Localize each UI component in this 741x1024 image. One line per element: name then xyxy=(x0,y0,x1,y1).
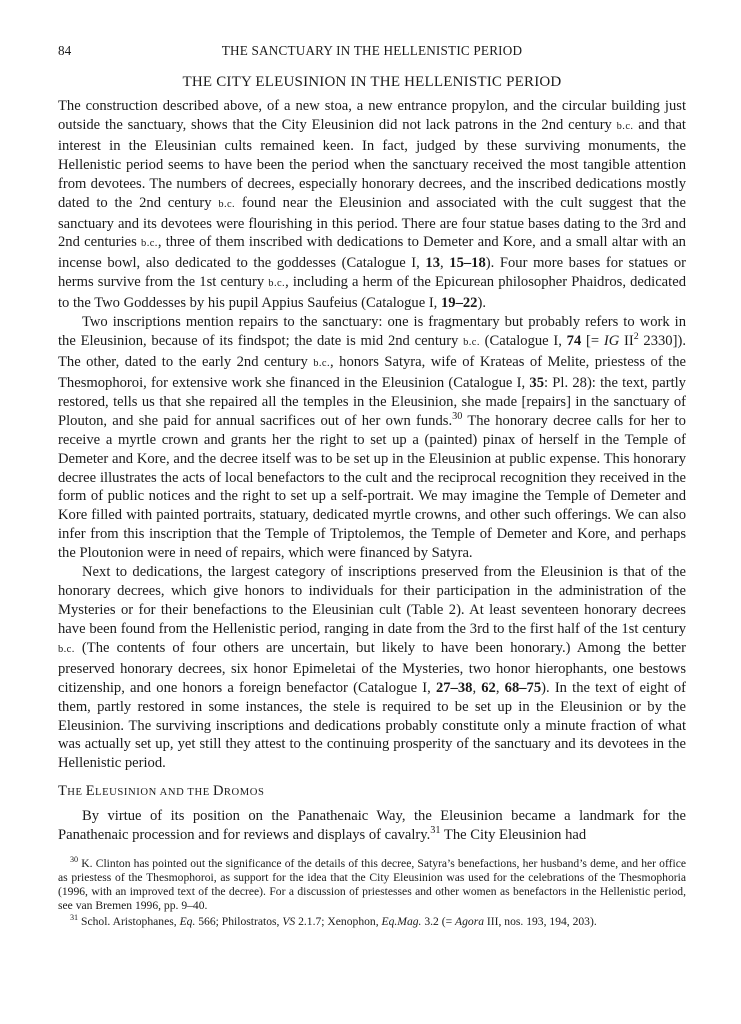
page-number: 84 xyxy=(58,43,72,58)
page xyxy=(58,40,686,929)
ig-abbrev: IG xyxy=(603,333,620,350)
bc-abbrev: b.c. xyxy=(58,643,75,655)
footnote-marker[interactable]: 30 xyxy=(452,410,463,422)
footnote-marker[interactable]: 31 xyxy=(430,825,441,837)
footnote-31: $^{31}$ Schol. Aristophanes, Eq. 566; Philostratos, VS 2.1.7; Xenophon, Eq.Mag. 3.2 (= Agora III, nos. 193, 194, 203). xyxy=(70,912,597,928)
bc-abbrev: b.c. xyxy=(313,357,331,369)
catalogue-ref: 68–75 xyxy=(504,679,542,696)
footnotes xyxy=(58,857,686,929)
body-text xyxy=(58,97,686,845)
bc-abbrev: b.c. xyxy=(268,278,286,290)
catalogue-ref: 13 xyxy=(425,255,441,272)
catalogue-ref: 35 xyxy=(529,374,544,391)
subsection-heading: THE ELEUSINION AND THE DROMOS xyxy=(58,783,265,800)
footnote-number: 30 xyxy=(70,855,79,865)
running-title: THE SANCTUARY IN THE HELLENISTIC PERIOD xyxy=(221,43,523,58)
paragraph-1: The construction described above, of a new stoa, a new entrance propylon, and the circular building just outside the sanctuary, shows that the City Eleusinion did not lack patrons in the 2nd century b.c. and that interest in the Eleusinian cults remained keen. In fact, judged by these surviving monuments, the Hellenistic period seems to have been the period when the sanctuary received the most tangible attention from devotees. The numbers of decrees, especially honorary decrees, and the inscribed dedications mostly dated to the 2nd century b.c. found near the Eleusinion and associated with the cult suggest that the sanctuary and its devotees were flourishing in this period. There are four statue bases dating to the 3rd and 2nd centuries b.c., three of them inscribed with dedications to Demeter and Kore, and a small altar with an incense bowl, also dedicated to the goddesses (Catalogue I, 13, 15–18). Four more bases for statues or herms survive from the 1st century b.c., including a herm of the Epicurean philosopher Phaidros, dedicated to the Two Goddesses by his pupil Appius Saufeius (Catalogue I, 19–22). xyxy=(58,98,687,312)
paragraph-2: Two inscriptions mention repairs to the sanctuary: one is fragmentary but probably refers to work in the Eleusinion, because of its findspot; the date is mid 2nd century b.c. (Catalogue I, 74 [= IG $II^2$ 2330]). The other, dated to the early 2nd century b.c., honors Satyra, wife of Krateas of Melite, priestess of the Thesmophoroi, for extensive work she financed in the Eleusinion (Catalogue I, 35: Pl. 28): the text, partly restored, tells us that she repaired all the temples in the Eleusinion, she made [repairs] in the sanctuary of Plouton, and she paid for annual sacrifices out of her own funds.$^{30}$ The honorary decree calls for her to receive a myrtle crown and grants her the right to set up a (painted) pinax of herself in the Temple of Demeter and Kore, and the decree itself was to be set up in the Eleusinion at public expense. This honorary decree illustrates the acts of local benefactors to the cult and the reciprocal recognition they received in the form of public notices and the right to set up a self-portrait. We may imagine the Temple of Demeter and Kore filled with painted portraits, statuary, dedicated myrtle crowns, and other such offerings. We can also infer from this inscription that the Temple of Triptolemos, the Temple of Demeter and Kore, and perhaps the Ploutonion were in need of repairs, which were financed by Satyra. xyxy=(58,314,686,562)
catalogue-ref: 62 xyxy=(481,679,496,696)
bc-abbrev: b.c. xyxy=(218,198,236,210)
bc-abbrev: b.c. xyxy=(616,120,634,132)
catalogue-ref: 15–18 xyxy=(449,255,486,272)
bc-abbrev: b.c. xyxy=(463,337,480,349)
catalogue-ref: 19–22 xyxy=(440,295,478,312)
bc-abbrev: b.c. xyxy=(141,238,158,250)
section-title: THE CITY ELEUSINION IN THE HELLENISTIC PERIOD xyxy=(182,74,562,90)
catalogue-ref: 74 xyxy=(566,333,582,350)
footnote-30: $^{30}$ K. Clinton has pointed out the significance of the details of this decree, Satyra’s benefactions, her husband’s deme, and her office as priestess of the Thesmophoroi, as support for the idea that the City Eleusinion was used for the celebrations of the Thesmophoria (1996, with an improved text of the decree). For a discussion of priestesses and other women as benefactors in the Hellenistic period, see van Bremen 1996, pp. 9–40. xyxy=(58,855,686,912)
catalogue-ref: 27–38 xyxy=(435,679,473,696)
running-head xyxy=(58,40,686,62)
paragraph-3: Next to dedications, the largest category of inscriptions preserved from the Eleusinion is that of the honorary decrees, which give honors to individuals for their participation in the administration of the Mysteries or for their benefactions to the Eleusinian cult (Table 2). At least seventeen honorary decrees have been found from the Hellenistic period, ranging in date from the 3rd to the first half of the 1st century b.c. (The contents of four others are uncertain, but likely to have been honorary.) Among the better preserved honorary decrees, six honor Epimeletai of the Mysteries, two honor hierophants, one bestows citizenship, and one honors a foreign benefactor (Catalogue I, 27–38, 62, 68–75). In the text of eight of them, partly restored in some instances, the stele is required to be set up in the Eleusinion or by the Eleusinion. The surviving inscriptions and dedications probably constitute only a minute fraction of what was actually set up, yet still they attest to the continuing prosperity of the sanctuary and its devotees in the Hellenistic period. xyxy=(58,564,686,772)
paragraph-4: By virtue of its position on the Panathenaic Way, the Eleusinion became a landmark for the Panathenaic procession and for reviews and displays of cavalry.$^{31}$ The City Eleusinion had xyxy=(58,808,686,844)
footnote-number: 31 xyxy=(70,912,79,922)
